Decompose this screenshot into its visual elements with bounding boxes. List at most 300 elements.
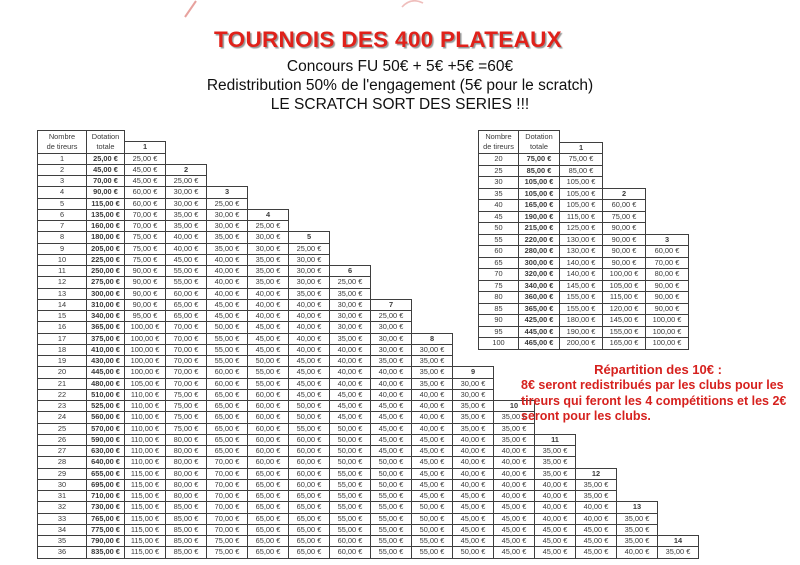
prize-cell: 165,00 € bbox=[603, 338, 646, 350]
prize-cell: 110,00 € bbox=[125, 446, 166, 457]
prize-cell: 35,00 € bbox=[412, 367, 453, 378]
shooters-count-cell: 30 bbox=[38, 479, 87, 490]
prize-cell: 40,00 € bbox=[494, 468, 535, 479]
prize-cell: 65,00 € bbox=[248, 513, 289, 524]
prize-cell: 30,00 € bbox=[453, 378, 494, 389]
prize-cell: 45,00 € bbox=[494, 536, 535, 547]
prize-cell: 145,00 € bbox=[560, 280, 603, 292]
dotation-column-header: Dotation totale bbox=[519, 131, 560, 154]
prize-cell: 50,00 € bbox=[248, 356, 289, 367]
shooters-count-cell: 26 bbox=[38, 434, 87, 445]
prize-cell: 75,00 € bbox=[166, 401, 207, 412]
prize-cell: 30,00 € bbox=[166, 198, 207, 209]
prize-cell: 45,00 € bbox=[125, 164, 166, 175]
total-dotation-cell: 310,00 € bbox=[87, 299, 125, 310]
prize-cell: 70,00 € bbox=[207, 502, 248, 513]
prize-cell: 45,00 € bbox=[412, 434, 453, 445]
prize-cell: 35,00 € bbox=[617, 536, 658, 547]
shooters-count-cell: 40 bbox=[479, 200, 519, 212]
shooters-count-cell: 45 bbox=[479, 211, 519, 223]
prize-cell: 115,00 € bbox=[125, 502, 166, 513]
prize-cell: 40,00 € bbox=[166, 232, 207, 243]
prize-cell: 100,00 € bbox=[125, 356, 166, 367]
total-dotation-cell: 275,00 € bbox=[87, 277, 125, 288]
prize-cell: 40,00 € bbox=[330, 378, 371, 389]
prize-cell: 65,00 € bbox=[289, 547, 330, 558]
prize-cell: 50,00 € bbox=[330, 446, 371, 457]
prize-cell: 45,00 € bbox=[535, 524, 576, 535]
prize-cell: 140,00 € bbox=[560, 269, 603, 281]
prize-cell: 30,00 € bbox=[330, 311, 371, 322]
prize-cell: 60,00 € bbox=[207, 367, 248, 378]
prize-cell: 90,00 € bbox=[646, 303, 689, 315]
prize-cell: 55,00 € bbox=[371, 524, 412, 535]
prize-cell: 45,00 € bbox=[248, 344, 289, 355]
prize-cell: 45,00 € bbox=[371, 446, 412, 457]
prize-cell: 40,00 € bbox=[289, 311, 330, 322]
prize-cell: 50,00 € bbox=[289, 401, 330, 412]
prize-cell: 35,00 € bbox=[535, 468, 576, 479]
prize-cell: 30,00 € bbox=[453, 389, 494, 400]
total-dotation-cell: 340,00 € bbox=[519, 280, 560, 292]
shooters-count-cell: 90 bbox=[479, 315, 519, 327]
prize-cell: 40,00 € bbox=[494, 491, 535, 502]
prize-cell: 45,00 € bbox=[453, 524, 494, 535]
prize-cell: 60,00 € bbox=[248, 446, 289, 457]
rank-header-cell: 10 bbox=[494, 401, 535, 412]
note-body: 8€ seront redistribués par les clubs pour les tireurs qui feront les 4 compétitions et les 2€ seront pour les clubs. bbox=[521, 378, 787, 423]
prize-cell: 45,00 € bbox=[453, 502, 494, 513]
total-dotation-cell: 205,00 € bbox=[87, 243, 125, 254]
prize-cell: 65,00 € bbox=[289, 513, 330, 524]
prize-cell: 40,00 € bbox=[535, 513, 576, 524]
prize-cell: 50,00 € bbox=[412, 502, 453, 513]
prize-cell: 105,00 € bbox=[125, 378, 166, 389]
prize-cell: 40,00 € bbox=[576, 502, 617, 513]
shooters-count-cell: 15 bbox=[38, 311, 87, 322]
shooters-count-cell: 95 bbox=[479, 326, 519, 338]
prize-cell: 25,00 € bbox=[289, 243, 330, 254]
prize-cell: 40,00 € bbox=[248, 299, 289, 310]
prize-cell: 125,00 € bbox=[560, 223, 603, 235]
prize-cell: 115,00 € bbox=[603, 292, 646, 304]
prize-cell: 35,00 € bbox=[330, 288, 371, 299]
shooters-count-cell: 4 bbox=[38, 187, 87, 198]
prize-cell: 55,00 € bbox=[330, 479, 371, 490]
prize-cell: 40,00 € bbox=[412, 389, 453, 400]
shooters-count-cell: 22 bbox=[38, 389, 87, 400]
prize-cell: 35,00 € bbox=[371, 356, 412, 367]
prize-cell: 35,00 € bbox=[330, 333, 371, 344]
prize-cell: 55,00 € bbox=[412, 547, 453, 558]
total-dotation-cell: 300,00 € bbox=[87, 288, 125, 299]
prize-cell: 45,00 € bbox=[494, 513, 535, 524]
prize-cell: 55,00 € bbox=[166, 277, 207, 288]
prize-cell: 60,00 € bbox=[248, 401, 289, 412]
prize-cell: 70,00 € bbox=[166, 344, 207, 355]
shooters-count-cell: 20 bbox=[479, 154, 519, 166]
total-dotation-cell: 630,00 € bbox=[87, 446, 125, 457]
prize-cell: 65,00 € bbox=[166, 311, 207, 322]
prize-cell: 40,00 € bbox=[289, 333, 330, 344]
shooters-count-cell: 7 bbox=[38, 221, 87, 232]
total-dotation-cell: 105,00 € bbox=[519, 177, 560, 189]
rank-header-cell: 8 bbox=[412, 333, 453, 344]
prize-cell: 60,00 € bbox=[248, 412, 289, 423]
prize-cell: 90,00 € bbox=[125, 277, 166, 288]
prize-cell: 45,00 € bbox=[330, 401, 371, 412]
prize-cell: 50,00 € bbox=[371, 468, 412, 479]
prize-cell: 90,00 € bbox=[603, 234, 646, 246]
prize-cell: 95,00 € bbox=[125, 311, 166, 322]
prize-cell: 25,00 € bbox=[330, 277, 371, 288]
prize-cell: 55,00 € bbox=[330, 524, 371, 535]
prize-cell: 70,00 € bbox=[207, 457, 248, 468]
shooters-count-cell: 65 bbox=[479, 257, 519, 269]
prize-cell: 100,00 € bbox=[125, 322, 166, 333]
total-dotation-cell: 445,00 € bbox=[87, 367, 125, 378]
shooters-count-cell: 55 bbox=[479, 234, 519, 246]
prize-cell: 30,00 € bbox=[330, 322, 371, 333]
shooters-count-cell: 33 bbox=[38, 513, 87, 524]
total-dotation-cell: 365,00 € bbox=[519, 303, 560, 315]
prize-cell: 60,00 € bbox=[207, 378, 248, 389]
rank-header-cell: 1 bbox=[560, 142, 603, 154]
shooters-count-cell: 60 bbox=[479, 246, 519, 258]
prize-cell: 105,00 € bbox=[560, 200, 603, 212]
rank-header-cell: 2 bbox=[603, 188, 646, 200]
prize-cell: 30,00 € bbox=[207, 221, 248, 232]
shooters-count-cell: 85 bbox=[479, 303, 519, 315]
prize-cell: 35,00 € bbox=[166, 209, 207, 220]
prize-cell: 40,00 € bbox=[412, 401, 453, 412]
prize-cell: 155,00 € bbox=[560, 303, 603, 315]
prize-cell: 40,00 € bbox=[248, 288, 289, 299]
rank-header-cell: 6 bbox=[330, 266, 371, 277]
rank-header-cell: 3 bbox=[646, 234, 689, 246]
prize-cell: 40,00 € bbox=[207, 288, 248, 299]
prize-cell: 155,00 € bbox=[560, 292, 603, 304]
prize-cell: 35,00 € bbox=[166, 221, 207, 232]
total-dotation-cell: 710,00 € bbox=[87, 491, 125, 502]
prize-cell: 50,00 € bbox=[412, 524, 453, 535]
shooters-count-cell: 6 bbox=[38, 209, 87, 220]
prize-cell: 45,00 € bbox=[371, 423, 412, 434]
total-dotation-cell: 590,00 € bbox=[87, 434, 125, 445]
prize-cell: 60,00 € bbox=[248, 389, 289, 400]
total-dotation-cell: 510,00 € bbox=[87, 389, 125, 400]
total-dotation-cell: 790,00 € bbox=[87, 536, 125, 547]
rank-header-cell: 13 bbox=[617, 502, 658, 513]
shooters-count-cell: 31 bbox=[38, 491, 87, 502]
shooters-count-cell: 24 bbox=[38, 412, 87, 423]
shooters-count-cell: 35 bbox=[38, 536, 87, 547]
prize-cell: 40,00 € bbox=[453, 479, 494, 490]
prize-cell: 80,00 € bbox=[166, 446, 207, 457]
prize-cell: 40,00 € bbox=[412, 423, 453, 434]
prize-cell: 65,00 € bbox=[207, 389, 248, 400]
prize-cell: 60,00 € bbox=[289, 468, 330, 479]
shooters-count-cell: 16 bbox=[38, 322, 87, 333]
total-dotation-cell: 340,00 € bbox=[87, 311, 125, 322]
prize-cell: 60,00 € bbox=[125, 187, 166, 198]
shooters-count-cell: 12 bbox=[38, 277, 87, 288]
prize-cell: 35,00 € bbox=[494, 423, 535, 434]
prize-cell: 60,00 € bbox=[330, 547, 371, 558]
prize-cell: 65,00 € bbox=[207, 423, 248, 434]
prize-cell: 130,00 € bbox=[560, 246, 603, 258]
total-dotation-cell: 280,00 € bbox=[519, 246, 560, 258]
prize-cell: 65,00 € bbox=[248, 468, 289, 479]
prize-cell: 55,00 € bbox=[330, 491, 371, 502]
prize-cell: 40,00 € bbox=[576, 513, 617, 524]
prize-cell: 65,00 € bbox=[289, 524, 330, 535]
rank-header-cell: 11 bbox=[535, 434, 576, 445]
total-dotation-cell: 365,00 € bbox=[87, 322, 125, 333]
prize-cell: 115,00 € bbox=[125, 524, 166, 535]
prize-cell: 60,00 € bbox=[248, 457, 289, 468]
prize-cell: 65,00 € bbox=[289, 491, 330, 502]
prize-cell: 25,00 € bbox=[166, 176, 207, 187]
prize-cell: 65,00 € bbox=[289, 502, 330, 513]
total-dotation-cell: 775,00 € bbox=[87, 524, 125, 535]
total-dotation-cell: 480,00 € bbox=[87, 378, 125, 389]
total-dotation-cell: 570,00 € bbox=[87, 423, 125, 434]
prize-cell: 85,00 € bbox=[166, 502, 207, 513]
prize-cell: 55,00 € bbox=[371, 491, 412, 502]
total-dotation-cell: 410,00 € bbox=[87, 344, 125, 355]
shooters-count-cell: 8 bbox=[38, 232, 87, 243]
prize-cell: 45,00 € bbox=[248, 322, 289, 333]
red-scribble-marks bbox=[0, 0, 800, 28]
prize-cell: 40,00 € bbox=[330, 367, 371, 378]
prize-cell: 115,00 € bbox=[125, 513, 166, 524]
prize-cell: 75,00 € bbox=[125, 254, 166, 265]
prize-cell: 115,00 € bbox=[125, 547, 166, 558]
prize-cell: 70,00 € bbox=[207, 491, 248, 502]
prize-cell: 60,00 € bbox=[646, 246, 689, 258]
shooters-count-cell: 32 bbox=[38, 502, 87, 513]
prize-cell: 140,00 € bbox=[560, 257, 603, 269]
prize-cell: 75,00 € bbox=[125, 243, 166, 254]
prize-cell: 110,00 € bbox=[125, 423, 166, 434]
prize-cell: 85,00 € bbox=[166, 547, 207, 558]
prize-cell: 45,00 € bbox=[494, 524, 535, 535]
total-dotation-cell: 360,00 € bbox=[519, 292, 560, 304]
prize-cell: 80,00 € bbox=[166, 468, 207, 479]
prize-cell: 35,00 € bbox=[453, 412, 494, 423]
prize-cell: 100,00 € bbox=[646, 326, 689, 338]
prize-cell: 70,00 € bbox=[166, 333, 207, 344]
prize-cell: 30,00 € bbox=[166, 187, 207, 198]
prize-cell: 45,00 € bbox=[576, 536, 617, 547]
shooters-count-cell: 80 bbox=[479, 292, 519, 304]
prize-cell: 50,00 € bbox=[371, 479, 412, 490]
prize-cell: 80,00 € bbox=[166, 491, 207, 502]
shooters-column-header: Nombre de tireurs bbox=[38, 131, 87, 154]
prize-cell: 55,00 € bbox=[330, 468, 371, 479]
rank-header-cell: 14 bbox=[658, 536, 699, 547]
prize-cell: 30,00 € bbox=[289, 254, 330, 265]
total-dotation-cell: 85,00 € bbox=[519, 165, 560, 177]
total-dotation-cell: 765,00 € bbox=[87, 513, 125, 524]
prize-cell: 60,00 € bbox=[289, 446, 330, 457]
prize-cell: 40,00 € bbox=[535, 491, 576, 502]
total-dotation-cell: 160,00 € bbox=[87, 221, 125, 232]
prize-cell: 30,00 € bbox=[289, 277, 330, 288]
prize-cell: 40,00 € bbox=[166, 243, 207, 254]
prize-cell: 40,00 € bbox=[207, 266, 248, 277]
subtitle-line-1: Concours FU 50€ + 5€ +5€ =60€ bbox=[286, 58, 514, 75]
prize-cell: 65,00 € bbox=[289, 536, 330, 547]
prize-cell: 45,00 € bbox=[535, 547, 576, 558]
shooters-count-cell: 70 bbox=[479, 269, 519, 281]
total-dotation-cell: 655,00 € bbox=[87, 468, 125, 479]
prize-cell: 55,00 € bbox=[248, 367, 289, 378]
rank-header-cell: 4 bbox=[248, 209, 289, 220]
shooters-count-cell: 5 bbox=[38, 198, 87, 209]
note-heading: Répartition des 10€ : bbox=[594, 362, 722, 377]
shooters-count-cell: 10 bbox=[38, 254, 87, 265]
prize-cell: 35,00 € bbox=[412, 356, 453, 367]
prize-cell: 35,00 € bbox=[617, 524, 658, 535]
prize-cell: 45,00 € bbox=[371, 434, 412, 445]
prize-cell: 35,00 € bbox=[207, 232, 248, 243]
total-dotation-cell: 105,00 € bbox=[519, 188, 560, 200]
prize-cell: 65,00 € bbox=[166, 299, 207, 310]
prize-cell: 90,00 € bbox=[603, 223, 646, 235]
prize-cell: 35,00 € bbox=[658, 547, 699, 558]
prize-cell: 75,00 € bbox=[166, 389, 207, 400]
prize-cell: 45,00 € bbox=[371, 412, 412, 423]
prize-cell: 60,00 € bbox=[289, 457, 330, 468]
prize-cell: 50,00 € bbox=[453, 547, 494, 558]
prize-cell: 75,00 € bbox=[560, 154, 603, 166]
prize-cell: 80,00 € bbox=[166, 457, 207, 468]
prize-cell: 35,00 € bbox=[248, 277, 289, 288]
prize-cell: 30,00 € bbox=[371, 333, 412, 344]
rank-header-cell: 1 bbox=[125, 142, 166, 153]
prize-cell: 50,00 € bbox=[371, 457, 412, 468]
prize-cell: 65,00 € bbox=[248, 479, 289, 490]
prize-cell: 40,00 € bbox=[494, 479, 535, 490]
prize-cell: 115,00 € bbox=[125, 479, 166, 490]
prize-cell: 100,00 € bbox=[646, 338, 689, 350]
dotation-column-header: Dotation totale bbox=[87, 131, 125, 154]
prize-cell: 65,00 € bbox=[207, 446, 248, 457]
prize-cell: 25,00 € bbox=[125, 153, 166, 164]
rank-header-cell: 2 bbox=[166, 164, 207, 175]
shooters-count-cell: 28 bbox=[38, 457, 87, 468]
prize-cell: 50,00 € bbox=[330, 457, 371, 468]
prize-cell: 45,00 € bbox=[330, 412, 371, 423]
prize-cell: 45,00 € bbox=[330, 389, 371, 400]
page-title: TOURNOIS DES 400 PLATEAUX bbox=[214, 27, 562, 52]
prize-cell: 80,00 € bbox=[646, 269, 689, 281]
prize-cell: 85,00 € bbox=[166, 536, 207, 547]
shooters-count-cell: 29 bbox=[38, 468, 87, 479]
prize-cell: 25,00 € bbox=[371, 311, 412, 322]
prize-cell: 130,00 € bbox=[560, 234, 603, 246]
prize-cell: 90,00 € bbox=[125, 299, 166, 310]
prize-cell: 55,00 € bbox=[166, 266, 207, 277]
prize-cell: 40,00 € bbox=[535, 479, 576, 490]
prize-cell: 35,00 € bbox=[289, 288, 330, 299]
prize-cell: 25,00 € bbox=[248, 221, 289, 232]
prize-cell: 60,00 € bbox=[166, 288, 207, 299]
prize-cell: 120,00 € bbox=[603, 303, 646, 315]
prize-cell: 30,00 € bbox=[330, 299, 371, 310]
shooters-count-cell: 100 bbox=[479, 338, 519, 350]
prize-cell: 35,00 € bbox=[535, 446, 576, 457]
prize-cell: 50,00 € bbox=[207, 322, 248, 333]
prize-cell: 70,00 € bbox=[125, 221, 166, 232]
prize-cell: 35,00 € bbox=[576, 491, 617, 502]
total-dotation-cell: 300,00 € bbox=[519, 257, 560, 269]
prize-cell: 100,00 € bbox=[125, 333, 166, 344]
prize-cell: 50,00 € bbox=[412, 513, 453, 524]
subtitle-line-3: LE SCRATCH SORT DES SERIES !!! bbox=[270, 96, 530, 113]
prize-cell: 30,00 € bbox=[248, 232, 289, 243]
prize-cell: 40,00 € bbox=[289, 299, 330, 310]
prize-cell: 40,00 € bbox=[289, 322, 330, 333]
prize-cell: 65,00 € bbox=[248, 547, 289, 558]
prize-cell: 45,00 € bbox=[289, 356, 330, 367]
prize-cell: 55,00 € bbox=[289, 423, 330, 434]
prize-cell: 115,00 € bbox=[125, 536, 166, 547]
prize-cell: 65,00 € bbox=[248, 502, 289, 513]
shooters-column-header: Nombre de tireurs bbox=[479, 131, 519, 154]
shooters-count-cell: 36 bbox=[38, 547, 87, 558]
prize-cell: 110,00 € bbox=[125, 457, 166, 468]
prize-cell: 40,00 € bbox=[371, 367, 412, 378]
prize-cell: 45,00 € bbox=[289, 367, 330, 378]
prize-cell: 50,00 € bbox=[330, 434, 371, 445]
prize-cell: 115,00 € bbox=[125, 468, 166, 479]
rank-header-cell: 9 bbox=[453, 367, 494, 378]
prize-cell: 55,00 € bbox=[330, 502, 371, 513]
total-dotation-cell: 220,00 € bbox=[519, 234, 560, 246]
total-dotation-cell: 165,00 € bbox=[519, 200, 560, 212]
total-dotation-cell: 730,00 € bbox=[87, 502, 125, 513]
prize-cell: 70,00 € bbox=[166, 356, 207, 367]
prize-cell: 45,00 € bbox=[412, 479, 453, 490]
prize-cell: 45,00 € bbox=[125, 176, 166, 187]
shooters-count-cell: 19 bbox=[38, 356, 87, 367]
prize-cell: 30,00 € bbox=[371, 322, 412, 333]
prize-cell: 35,00 € bbox=[453, 423, 494, 434]
total-dotation-cell: 695,00 € bbox=[87, 479, 125, 490]
prize-cell: 115,00 € bbox=[125, 491, 166, 502]
prize-cell: 70,00 € bbox=[166, 378, 207, 389]
shooters-count-cell: 13 bbox=[38, 288, 87, 299]
total-dotation-cell: 25,00 € bbox=[87, 153, 125, 164]
prize-cell: 50,00 € bbox=[330, 423, 371, 434]
total-dotation-cell: 135,00 € bbox=[87, 209, 125, 220]
prize-cell: 45,00 € bbox=[289, 389, 330, 400]
shooters-count-cell: 1 bbox=[38, 153, 87, 164]
prize-cell: 100,00 € bbox=[125, 367, 166, 378]
shooters-count-cell: 21 bbox=[38, 378, 87, 389]
prize-cell: 180,00 € bbox=[560, 315, 603, 327]
prize-cell: 45,00 € bbox=[494, 502, 535, 513]
prize-cell: 70,00 € bbox=[125, 209, 166, 220]
prize-cell: 145,00 € bbox=[603, 315, 646, 327]
prize-cell: 45,00 € bbox=[412, 491, 453, 502]
shooters-count-cell: 9 bbox=[38, 243, 87, 254]
prize-cell: 55,00 € bbox=[330, 513, 371, 524]
prize-cell: 45,00 € bbox=[412, 446, 453, 457]
